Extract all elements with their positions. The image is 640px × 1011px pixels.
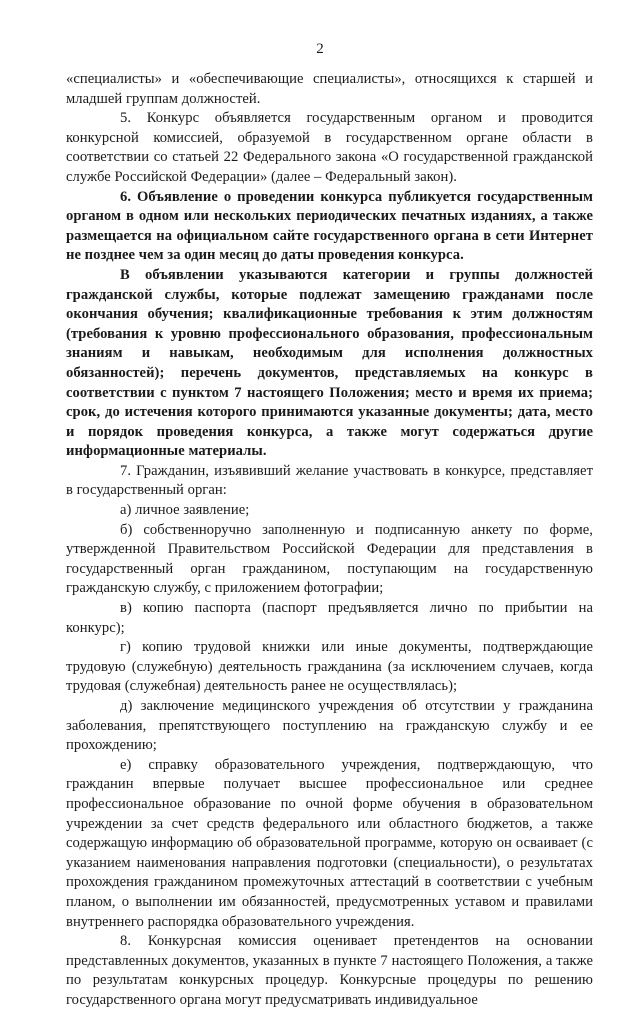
list-item-b: б) собственноручно заполненную и подписанную анкету по форме, утвержденной Правительством Российской Федерации для представления в государственный орган гражданином, поступающим на государственную гражданскую службу, с приложением фотографии;	[66, 521, 593, 597]
list-item-g: г) копию трудовой книжки или иные документы, подтверждающие трудовую (служебную) деятельность гражданина (за исключением случаев, когда трудовая (служебная) деятельность ранее не осуществлялась);	[66, 639, 593, 695]
paragraph-item-7: 7. Гражданин, изъявивший желание участвовать в конкурсе, представляет в государственный орган:	[66, 462, 593, 499]
paragraph-item-5: 5. Конкурс объявляется государственным органом и проводится конкурсной комиссией, образуемой в государственном органе области в соответствии со статьей 22 Федерального закона «О государственной гражданской службе Российской Федерации» (далее – Федеральный закон).	[66, 110, 593, 185]
list-item-d: д) заключение медицинского учреждения об отсутствии у гражданина заболевания, препятствующего поступлению на гражданскую службу и ее прохождению;	[66, 698, 593, 754]
page-number: 2	[316, 41, 324, 57]
list-item-e: е) справку образовательного учреждения, подтверждающую, что гражданин впервые получает высшее профессиональное или среднее профессиональное образование по очной форме обучения в образовательном учреждении за счет средств федерального или областного бюджетов, а также содержащую информацию об образовательной программе, которую он осваивает (с указанием наименования направления подготовки (специальности), о результатах прохождения гражданином промежуточных аттестаций в соответствии с учебным планом, о выполнении им обязанностей, предусмотренных уставом и правилами внутреннего распорядка образовательного учреждения.	[66, 756, 593, 930]
paragraph-announcement-contents: В объявлении указываются категории и группы должностей гражданской службы, которые подлежат замещению гражданами после окончания обучения; квалификационные требования к этим должностям (требования к уровню профессионального образования, профессиональным знаниям и навыкам, необходимым для исполнения должностных обязанностей); перечень документов, представляемых на конкурс в соответствии с пунктом 7 настоящего Положения; место и время их приема; срок, до истечения которого принимаются указанные документы; дата, место и порядок проведения конкурса, а также могут содержаться другие информационные материалы.	[66, 266, 593, 460]
paragraph-continuation: «специалисты» и «обеспечивающие специалисты», относящихся к старшей и младшей группам должностей.	[66, 71, 593, 107]
list-item-a: а) личное заявление;	[120, 502, 250, 519]
paragraph-item-8: 8. Конкурсная комиссия оценивает претендентов на основании представленных документов, указанных в пункте 7 настоящего Положения, а также по результатам конкурсных процедур. Конкурсные процедуры по решению государственного органа могут предусматривать индивидуальное	[66, 933, 593, 1008]
paragraph-item-6: 6. Объявление о проведении конкурса публикуется государственным органом в одном или нескольких периодических печатных изданиях, а также размещается на официальном сайте государственного органа в сети Интернет не позднее чем за один месяц до даты проведения конкурса.	[66, 188, 593, 264]
list-item-v: в) копию паспорта (паспорт предъявляется лично по прибытии на конкурс);	[66, 600, 593, 636]
document-body	[66, 70, 593, 1011]
